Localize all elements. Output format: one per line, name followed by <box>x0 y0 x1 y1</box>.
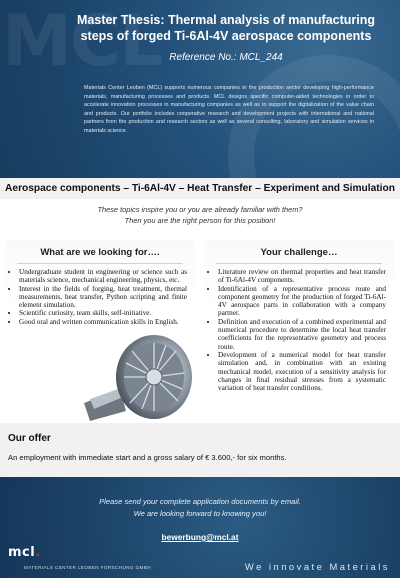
mcl-logo <box>8 545 41 560</box>
footer-section <box>0 477 400 578</box>
title-line-1: Master Thesis: Thermal analysis of manufacturing <box>77 13 375 27</box>
list-item: • Undergraduate student in engineering or science such as materials science, mechanical engineering, physics, etc. <box>19 268 187 285</box>
logo-accent-dot: . <box>35 545 41 560</box>
header-section <box>0 0 400 178</box>
topic-banner: Aerospace components – Ti-6Al-4V – Heat Transfer – Experiment and Simulation <box>0 178 400 199</box>
page-title <box>60 12 392 44</box>
list-item: • Literature review on thermal properties and heat transfer of Ti-6Al-4V components. <box>218 268 386 285</box>
email-link[interactable]: bewerbung@mcl.at <box>161 532 239 542</box>
logo-text: mcl <box>8 545 36 560</box>
tagline: We innovate Materials <box>244 561 390 572</box>
requirements-list <box>5 268 195 326</box>
list-item: • Definition and execution of a combined experimental and numerical procedure to determine the local heat transfer coefficients for the representative geometry and process route. <box>218 318 386 351</box>
application-instruction: Please send your complete application documents by email. <box>99 497 301 506</box>
turbofan-engine-image <box>80 333 196 423</box>
challenge-list <box>204 268 394 392</box>
intro-line-1: These topics inspire you or you are already familiar with them? <box>97 205 303 214</box>
offer-text: An employment with immediate start and a gross salary of € 3.600,- for six months. <box>8 453 287 462</box>
challenge-column <box>204 240 394 421</box>
content-section <box>0 199 400 423</box>
offer-heading: Our offer <box>8 433 51 444</box>
reference-number: Reference No.: MCL_244 <box>169 52 283 63</box>
list-item: • Interest in the fields of forging, heat treatment, thermal measurements, heat transfer, Python scripting and finite element simulation. <box>19 285 187 310</box>
logo-watermark: MCL <box>2 0 162 82</box>
list-item: • Identification of a representative process route and component geometry for the production of forged Ti-6Al-4V aerospace parts in collaboration with a company partner. <box>218 285 386 318</box>
list-item: • Scientific curiosity, team skills, self-initiative. <box>19 309 187 317</box>
offer-section <box>0 423 400 477</box>
closing-line: We are looking forward to knowing you! <box>133 509 267 518</box>
list-item: • Development of a numerical model for heat transfer simulation and, in combination with an existing mechanical model, execution of a sensitivity analysis for changes in final residual stresses from a systematic variation of heat transfer conditions. <box>218 351 386 392</box>
title-line-2: steps of forged Ti-6Al-4V aerospace components <box>80 29 372 43</box>
requirements-heading: What are we looking for…. <box>5 240 195 266</box>
company-description: Materials Center Leoben (MCL) supports numerous companies in the production sector developing high-performance materials, manufacturing processes and products. MCL designs specific computer-aided technologies in order to accelerate innovation processes in manufacturing companies as well as to support the digitalization of the value chain and products. Our portfolio includes cooperative research and development projects with international and national partners from the production and research sectors as well as several consulting, laboratory and simulation services in materials science. <box>84 85 374 134</box>
list-item: • Good oral and written communication skills in English. <box>19 318 187 326</box>
logo-subtitle: MATERIALS CENTER LEOBEN FORSCHUNG GMBH <box>24 565 151 570</box>
challenge-heading: Your challenge… <box>204 240 394 266</box>
intro-line-2: Then you are the right person for this position! <box>124 215 276 225</box>
intro-text <box>0 205 400 226</box>
